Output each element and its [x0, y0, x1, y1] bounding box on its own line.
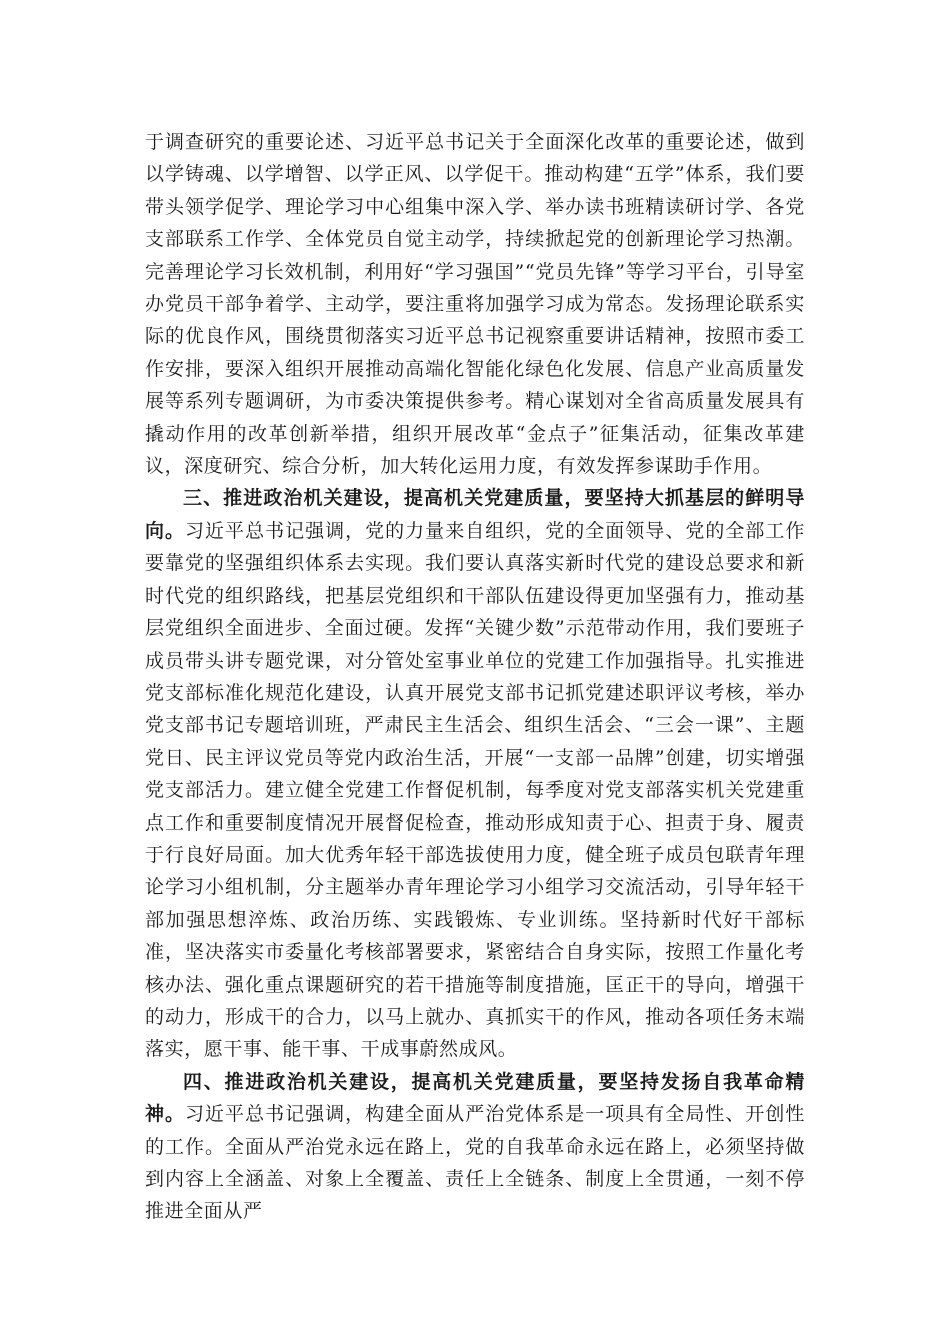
paragraph-2 — [145, 482, 805, 1065]
paragraph-2-text: 习近平总书记强调，党的力量来自组织，党的全面领导、党的全部工作要靠党的坚强组织体系去实现。我们要认真落实新时代党的建设总要求和新时代党的组织路线，把基层党组织和干部队伍建设得更加坚强有力，推动基层党组织全面进步、全面过硬。发挥“关键少数”示范带动作用，我们要班子成员带头讲专题党课，对分管处室事业单位的党建工作加强指导。扎实推进党支部标准化规范化建设，认真开展党支部书记抓党建述职评议考核，举办党支部书记专题培训班，严肃民主生活会、组织生活会、“三会一课”、主题党日、民主评议党员等党内政治生活，开展“一支部一品牌”创建，切实增强党支部活力。建立健全党建工作督促机制，每季度对党支部落实机关党建重点工作和重要制度情况开展督促检查，推动形成知责于心、担责于身、履责于行良好局面。加大优秀年轻干部选拔使用力度，健全班子成员包联青年理论学习小组机制，分主题举办青年理论学习小组学习交流活动，引导年轻干部加强思想淬炼、政治历练、实践锻炼、专业训练。坚持新时代好干部标准，坚决落实市委量化考核部署要求，紧密结合自身实际，按照工作量化考核办法、强化重点课题研究的若干措施等制度措施，匡正干的导向，增强干的动力，形成干的合力，以马上就办、真抓实干的作风，推动各项任务末端落实，愿干事、能干事、干成事蔚然成风。 — [145, 519, 805, 1061]
paragraph-3-text: 习近平总书记强调，构建全面从严治党体系是一项具有全局性、开创性的工作。全面从严治党永远在路上，党的自我革命永远在路上，必须坚持做到内容上全涵盖、对象上全覆盖、责任上全链条、制度上全贯通，一刻不停推进全面从严 — [145, 1103, 805, 1223]
section-3-heading: 三、推进政治机关建设，提高机关党建质量，要坚持大抓基层的鲜明导向。 — [145, 487, 805, 542]
paragraph-3 — [145, 1066, 805, 1228]
paragraph-1 — [145, 126, 805, 482]
paragraph-1-text: 于调查研究的重要论述、习近平总书记关于全面深化改革的重要论述，做到以学铸魂、以学增智、以学正风、以学促干。推动构建“五学”体系，我们要带头领学促学、理论学习中心组集中深入学、举办读书班精读研讨学、各党支部联系工作学、全体党员自觉主动学，持续掀起党的创新理论学习热潮。完善理论学习长效机制，利用好“学习强国”“党员先锋”等学习平台，引导室办党员干部争着学、主动学，要注重将加强学习成为常态。发扬理论联系实际的优良作风，围绕贯彻落实习近平总书记视察重要讲话精神，按照市委工作安排，要深入组织开展推动高端化智能化绿色化发展、信息产业高质量发展等系列专题调研，为市委决策提供参考。精心谋划对全省高质量发展具有撬动作用的改革创新举措，组织开展改革“金点子”征集活动，征集改革建议，深度研究、综合分析，加大转化运用力度，有效发挥参谋助手作用。 — [145, 131, 805, 478]
document-body — [145, 126, 805, 1228]
section-4-heading: 四、推进政治机关建设，提高机关党建质量，要坚持发扬自我革命精神。 — [145, 1070, 805, 1126]
